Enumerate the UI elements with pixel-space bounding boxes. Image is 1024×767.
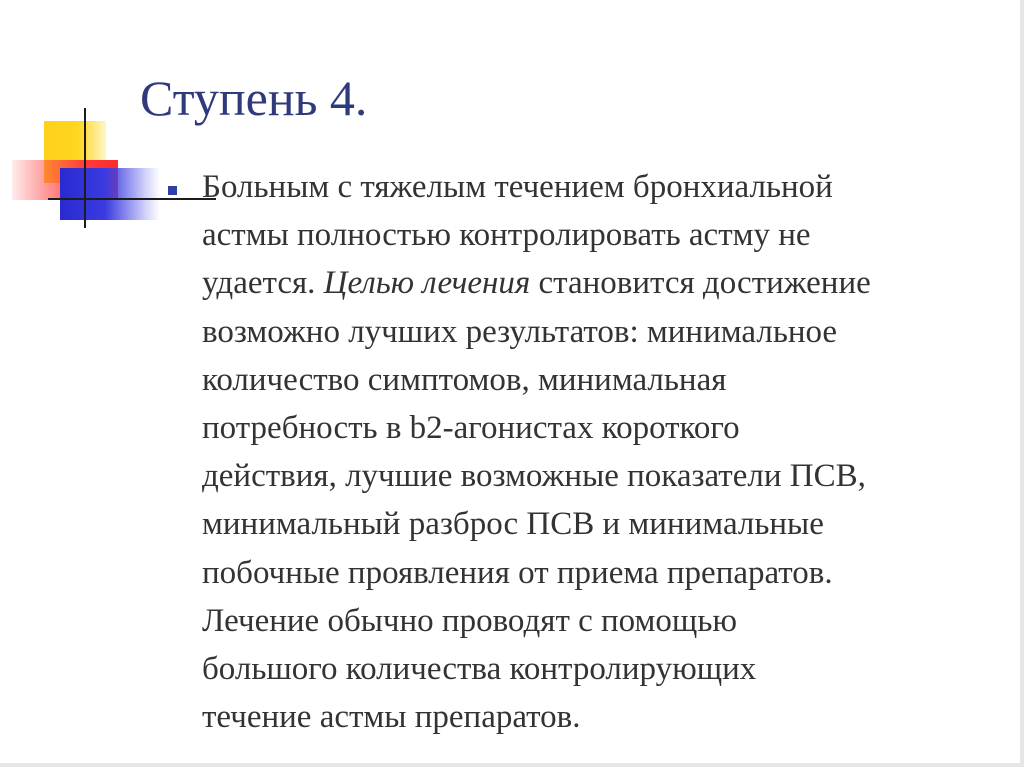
text-line: возможно лучших результатов: минимальное <box>202 313 838 350</box>
text-line: потребность в b2-агонистах короткого <box>202 410 740 447</box>
text-line: действия, лучшие возможные показатели ПСВ, <box>202 458 866 495</box>
decorative-horizontal-line <box>48 198 216 200</box>
text-line: течение астмы препаратов. <box>202 699 581 736</box>
decorative-vertical-line <box>84 108 86 228</box>
text-line: большого количества контролирующих <box>202 651 757 688</box>
decorative-blue-bar <box>60 168 160 220</box>
italic-phrase: Целью лечения <box>323 265 531 302</box>
text-line: становится достижение <box>538 265 871 302</box>
text-line: количество симптомов, минимальная <box>202 361 727 398</box>
text-line: Больным с тяжелым течением бронхиальной <box>202 169 833 205</box>
text-line: побочные проявления от приема препаратов. <box>202 554 833 591</box>
text-line: Лечение обычно проводят с помощью <box>202 602 738 639</box>
text-line: минимальный разброс ПСВ и минимальные <box>202 506 824 543</box>
text-line: удается. <box>202 265 316 302</box>
text-line: астмы полностью контролировать астму не <box>202 217 811 254</box>
bullet-square-icon <box>168 186 177 195</box>
bullet-text <box>202 163 992 741</box>
slide-title: Ступень 4. <box>140 70 368 126</box>
